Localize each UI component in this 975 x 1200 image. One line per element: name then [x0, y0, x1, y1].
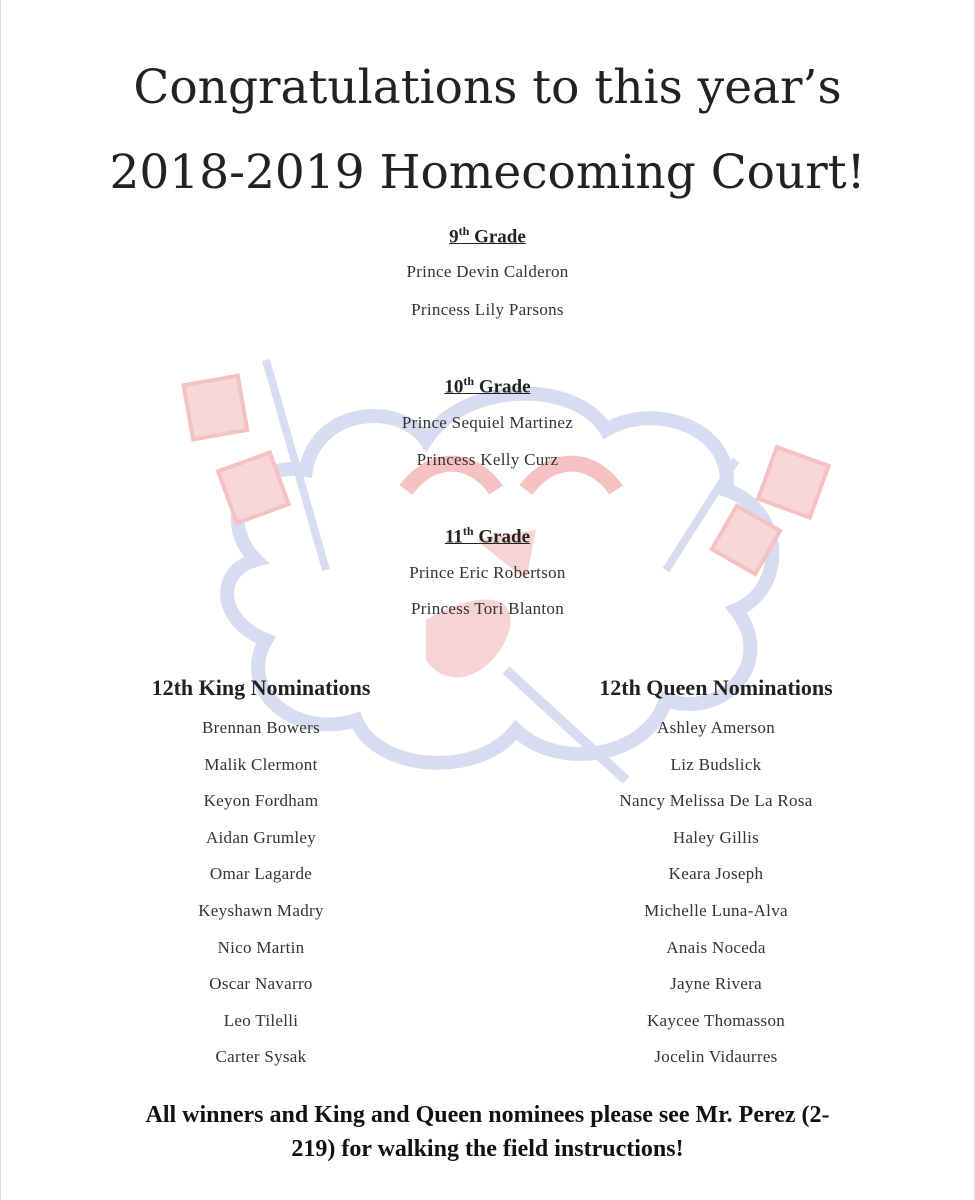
king-nominee: Oscar Navarro [209, 974, 313, 993]
queen-nominee: Keara Joseph [668, 864, 764, 883]
grade-suffix: th [458, 224, 470, 238]
king-nominee: Aidan Grumley [205, 828, 317, 847]
footer-line-1: All winners and King and Queen nominees please see Mr. Perez (2- [145, 1102, 830, 1128]
grade-9-heading [1, 224, 974, 248]
grade-10-prince: Prince Sequiel Martinez [401, 413, 574, 432]
grade-9-princess: Princess Lily Parsons [411, 300, 564, 319]
king-nominee: Leo Tilelli [223, 1011, 299, 1030]
grade-11-princess: Princess Tori Blanton [410, 599, 565, 618]
king-nominee: Keyon Fordham [203, 791, 319, 810]
grade-10-princess: Princess Kelly Curz [416, 450, 559, 469]
title-line-1: Congratulations to this year’s [133, 60, 842, 115]
queen-nominee: Nancy Melissa De La Rosa [619, 791, 813, 810]
queen-nominee: Ashley Amerson [657, 718, 775, 737]
grade-number: 9 [449, 226, 459, 248]
grade-suffix: th [463, 374, 475, 388]
footer-line-2: 219) for walking the field instructions! [291, 1136, 684, 1162]
queen-nominations-heading: 12th Queen Nominations [599, 675, 833, 700]
grade-word: Grade [478, 526, 531, 548]
king-nominee: Nico Martin [217, 938, 305, 957]
grade-suffix: th [462, 524, 474, 538]
queen-nominee: Michelle Luna-Alva [644, 901, 788, 920]
queen-nominee: Haley Gillis [672, 828, 760, 847]
title-line-2: 2018-2019 Homecoming Court! [109, 145, 866, 200]
grade-word: Grade [474, 226, 526, 248]
king-nominations-heading: 12th King Nominations [151, 675, 371, 700]
king-nominee: Omar Lagarde [209, 864, 313, 883]
grade-number: 11 [444, 526, 463, 548]
queen-nominee: Anais Noceda [666, 938, 766, 957]
queen-nominee: Jocelin Vidaurres [654, 1047, 778, 1066]
king-nominee: Keyshawn Madry [198, 901, 324, 920]
grade-number: 10 [444, 376, 464, 398]
footer-instructions [61, 1098, 914, 1166]
grade-word: Grade [478, 376, 531, 398]
king-nominee: Malik Clermont [204, 755, 318, 774]
grade-11-prince: Prince Eric Robertson [409, 563, 566, 582]
grade-10-heading [1, 374, 974, 398]
queen-nominee: Kaycee Thomasson [646, 1011, 786, 1030]
king-nominee: Carter Sysak [215, 1047, 307, 1066]
queen-nominee: Jayne Rivera [670, 974, 762, 993]
grade-9-prince: Prince Devin Calderon [406, 262, 569, 281]
queen-nominee: Liz Budslick [670, 755, 762, 774]
king-nominee: Brennan Bowers [202, 718, 320, 737]
grade-11-heading [1, 524, 974, 548]
